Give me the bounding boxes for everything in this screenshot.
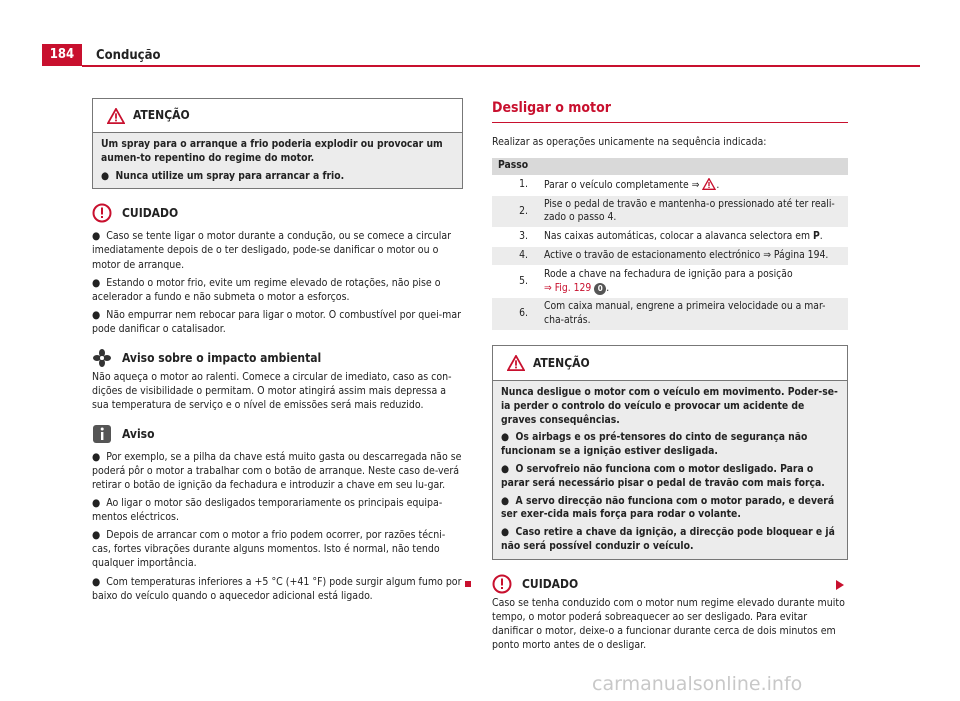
warning-body [493, 381, 847, 559]
note-bullet-2 [92, 496, 462, 524]
note-section [92, 424, 462, 603]
environment-section [92, 348, 462, 412]
warning-intro: Nunca desligue o motor com o veículo em movimento. Poder-se-ia perder o controlo do veículo e provocar um acidente de graves consequências. [501, 385, 838, 426]
warning-triangle-icon [107, 108, 125, 124]
note-text-4: Com temperaturas inferiores a +5 °C (+41 °F) pode surgir algum fumo por baixo do veículo quando o aquecedor adicional está ligado. [92, 575, 462, 602]
step-text: Pise o pedal de travão e mantenha-o pressionado até ter reali-zado o passo 4. [538, 196, 848, 228]
caution-bullet-1 [92, 229, 462, 271]
note-bullet-1 [92, 450, 462, 492]
bullet-icon: ● [92, 529, 101, 542]
section-title: Desligar o motor [492, 100, 611, 116]
warning-box-left [92, 98, 463, 189]
caution-title: CUIDADO [122, 206, 179, 221]
note-text-2: Ao ligar o motor são desligados temporariamente os principais equipa-mentos eléctricos. [92, 497, 443, 524]
table-header-step: Passo [492, 158, 538, 175]
warning-bullet-4 [501, 526, 840, 554]
step-text: Active o travão de estacionamento electrónico ⇒ Página 194. [538, 247, 848, 265]
note-text-1: Por exemplo, se a pilha da chave está muito gasta ou descarregada não se poderá pôr o motor a trabalhar com o botão de arranque. Neste caso de-verá retirar o botão de ignição da fechadura e introduzir a chave em seu lu-gar. [92, 451, 462, 492]
info-icon [92, 424, 112, 444]
note-title: Aviso [122, 426, 155, 441]
caution-text-3: Não empurrar nem rebocar para ligar o motor. O combustível por quei-mar pode danificar o catalisador. [92, 308, 461, 335]
caution-text-2: Estando o motor frio, evite um regime elevado de rotações, não pise o acelerador a fundo e não submeta o motor a esforços. [92, 276, 441, 303]
step-number: 3. [519, 230, 528, 243]
step-number: 2. [492, 196, 538, 228]
right-column [492, 99, 848, 656]
caution-section-left [92, 203, 462, 335]
warning-title: ATENÇÃO [533, 355, 590, 370]
table-header-blank [538, 158, 848, 175]
step-text-value: Rode a chave na fechadura de ignição para a posição [544, 267, 793, 280]
caution-header [492, 574, 848, 594]
caution-bullet-3 [92, 308, 462, 336]
bullet-icon: ● [92, 451, 101, 464]
caution-title: CUIDADO [522, 576, 579, 591]
left-column [92, 98, 462, 607]
bullet-icon: ● [92, 230, 101, 243]
note-bullet-3 [92, 528, 462, 570]
caution-icon [92, 203, 112, 223]
warning-bullet-2 [501, 463, 840, 491]
section-divider [492, 122, 848, 123]
step-text [538, 266, 848, 298]
step-text: Com caixa manual, engrene a primeira velocidade ou a mar-cha-atrás. [538, 298, 848, 330]
warning-header [493, 346, 847, 381]
figure-link[interactable]: ⇒ Fig. 129 [544, 281, 592, 294]
table-row [492, 247, 848, 265]
section-intro: Realizar as operações unicamente na sequência indicada: [492, 135, 767, 148]
bullet-icon: ● [501, 462, 510, 475]
header-divider [82, 65, 920, 67]
warning-bullet-text: O servofreio não funciona com o motor desligado. Para o parar será necessário pisar o pedal de travão com mais força. [501, 462, 825, 489]
bullet-icon: ● [501, 431, 510, 444]
bullet-icon: ● [92, 276, 101, 289]
watermark: carmanualsonline.info [592, 673, 803, 695]
warning-triangle-icon [507, 355, 525, 371]
step-text-value: Nas caixas automáticas, colocar a alavanca selectora em [544, 230, 811, 243]
position-badge-icon: 0 [594, 283, 606, 295]
caution-text-1: Caso se tente ligar o motor durante a condução, ou se comece a circular imediatamente depois de o ter desligado, pode-se danificar o motor ou o motor de arranque. [92, 230, 452, 271]
warning-bullet-text: A servo direcção não funciona com o motor parado, e deverá ser exer-cida mais força para rodar o volante. [501, 494, 835, 521]
step-suffix: . [819, 230, 823, 243]
warning-box-right [492, 345, 848, 560]
step-number: 5. [519, 274, 528, 287]
bullet-icon: ● [92, 497, 101, 510]
leaf-icon [92, 348, 112, 368]
warning-triangle-icon[interactable] [702, 178, 716, 190]
table-header-row [492, 158, 848, 175]
bullet-icon: ● [501, 526, 510, 539]
bullet-icon: ● [101, 169, 110, 182]
warning-text: Um spray para o arranque a frio poderia explodir ou provocar um aumen-to repentino do regime do motor. [101, 138, 443, 164]
environment-title: Aviso sobre o impacto ambiental [122, 350, 322, 365]
warning-bullet-text: Nunca utilize um spray para arrancar a frio. [115, 169, 345, 182]
warning-body [93, 133, 462, 188]
table-row [492, 228, 848, 246]
end-marker-icon [465, 581, 471, 587]
note-text-3: Depois de arrancar com o motor a frio podem ocorrer, por razões técni-cas, fortes vibrações durante alguns momentos. Isto é normal, não tendo qualquer importância. [92, 529, 446, 570]
caution-text: Caso se tenha conduzido com o motor num regime elevado durante muito tempo, o motor poderá sobreaquecer ao ser desligado. Para evitar danificar o motor, deixe-o a funcionar durante cerca de dois minutos em ponto morto antes de o desligar. [492, 596, 845, 651]
environment-text: Não aqueça o motor ao ralenti. Comece a circular de imediato, caso as con-dições de visibilidade o permitam. O motor atingirá assim mais depressa a sua temperatura de serviço e o nível de emissões será mais reduzido. [92, 370, 452, 411]
steps-table [492, 157, 848, 331]
table-row [492, 196, 848, 228]
chapter-title: Condução [96, 48, 161, 63]
step-number: 6. [492, 298, 538, 330]
step-text: Parar o veículo completamente ⇒ . [544, 178, 720, 191]
environment-header [92, 348, 462, 368]
note-bullet-4 [92, 575, 462, 603]
caution-header [92, 203, 462, 223]
warning-bullet-text: Caso retire a chave da ignição, a direcção pode bloquear e já não será possível conduzir o veículo. [501, 526, 835, 552]
warning-bullet-1 [501, 431, 840, 459]
selector-position: P [812, 230, 820, 243]
warning-bullet [101, 170, 455, 184]
table-row [492, 176, 848, 195]
step-number: 4. [492, 247, 538, 265]
warning-bullet-3 [501, 495, 840, 523]
warning-bullet-text: Os airbags e os pré-tensores do cinto de segurança não funcionam se a ignição estiver desligada. [501, 431, 808, 458]
caution-bullet-2 [92, 276, 462, 304]
table-row [492, 266, 848, 298]
warning-title: ATENÇÃO [133, 108, 190, 123]
page-number: 184 [42, 44, 82, 66]
step-number: 1. [519, 178, 528, 191]
continue-arrow-icon [836, 580, 844, 590]
caution-section-right [492, 574, 848, 652]
bullet-icon: ● [92, 575, 101, 588]
step-suffix: . [606, 281, 610, 294]
bullet-icon: ● [92, 308, 101, 321]
step-text-value: Parar o veículo completamente ⇒ [544, 178, 700, 191]
bullet-icon: ● [501, 494, 510, 507]
step-text [538, 228, 848, 246]
note-header [92, 424, 462, 444]
caution-icon [492, 574, 512, 594]
table-row [492, 298, 848, 330]
warning-header [93, 99, 462, 133]
